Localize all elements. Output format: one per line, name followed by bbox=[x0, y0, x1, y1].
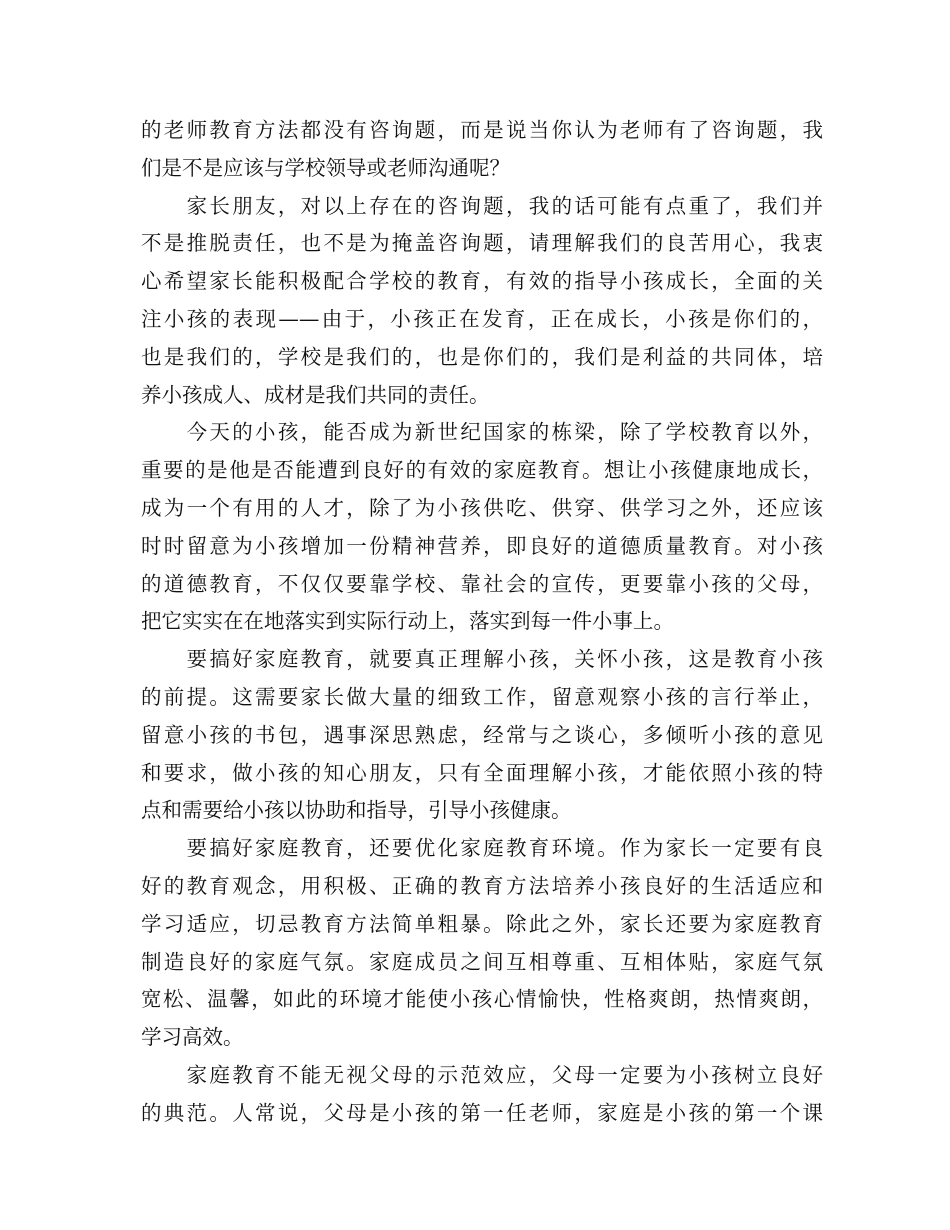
paragraph-3 bbox=[141, 414, 823, 641]
text-line: 宽松、温馨，如此的环境才能使小孩心情愉快，性格爽朗，热情爽朗， bbox=[141, 987, 823, 1012]
paragraph-2 bbox=[141, 188, 823, 415]
text-line: 时时留意为小孩增加一份精神营养，即良好的道德质量教育。对小孩 bbox=[141, 533, 823, 558]
paragraph-4 bbox=[141, 641, 823, 830]
text-line: 点和需要给小孩以协助和指导，引导小孩健康。 bbox=[141, 798, 572, 823]
text-line: 的道德教育，不仅仅要靠学校、靠社会的宣传，更要靠小孩的父母， bbox=[141, 571, 823, 596]
text-line: 不是推脱责任，也不是为掩盖咨询题，请理解我们的良苦用心，我衷 bbox=[141, 231, 823, 256]
text-line: 留意小孩的书包，遇事深思熟虑，经常与之谈心，多倾听小孩的意见 bbox=[141, 722, 823, 747]
text-line: 的老师教育方法都没有咨询题，而是说当你认为老师有了咨询题，我 bbox=[141, 118, 823, 142]
text-line: 养小孩成人、成材是我们共同的责任。 bbox=[141, 382, 490, 407]
paragraph-5 bbox=[141, 830, 823, 1057]
text-line: 和要求，做小孩的知心朋友，只有全面理解小孩，才能依照小孩的特 bbox=[141, 760, 823, 785]
paragraph-1 bbox=[141, 112, 823, 188]
text-line: 们是不是应该与学校领导或老师沟通呢？ bbox=[141, 155, 510, 180]
text-line: 把它实实在在地落实到实际行动上，落实到每一件小事上。 bbox=[141, 609, 674, 634]
text-line: 注小孩的表现——由于，小孩正在发育，正在成长，小孩是你们的， bbox=[141, 306, 823, 331]
text-line: 今天的小孩，能否成为新世纪国家的栋梁，除了学校教育以外， bbox=[141, 420, 823, 445]
text-line: 也是我们的，学校是我们的，也是你们的，我们是利益的共同体，培 bbox=[141, 344, 823, 369]
text-line: 家庭教育不能无视父母的示范效应，父母一定要为小孩树立良好 bbox=[141, 1062, 823, 1087]
text-line: 要搞好家庭教育，还要优化家庭教育环境。作为家长一定要有良 bbox=[141, 836, 823, 861]
document-page bbox=[141, 112, 823, 1133]
text-line: 重要的是他是否能遭到良好的有效的家庭教育。想让小孩健康地成长， bbox=[141, 458, 823, 483]
text-line: 学习适应，切忌教育方法简单粗暴。除此之外，家长还要为家庭教育 bbox=[141, 911, 823, 936]
text-line: 家长朋友，对以上存在的咨询题，我的话可能有点重了，我们并 bbox=[141, 193, 823, 218]
text-line: 的前提。这需要家长做大量的细致工作，留意观察小孩的言行举止， bbox=[141, 684, 823, 709]
text-line: 要搞好家庭教育，就要真正理解小孩，关怀小孩，这是教育小孩 bbox=[141, 647, 823, 672]
text-line: 的典范。人常说，父母是小孩的第一任老师，家庭是小孩的第一个课 bbox=[141, 1100, 823, 1125]
text-line: 心希望家长能积极配合学校的教育，有效的指导小孩成长，全面的关 bbox=[141, 269, 823, 294]
text-line: 学习高效。 bbox=[141, 1025, 244, 1050]
text-line: 制造良好的家庭气氛。家庭成员之间互相尊重、互相体贴，家庭气氛 bbox=[141, 949, 823, 974]
paragraph-6 bbox=[141, 1057, 823, 1133]
text-line: 成为一个有用的人才，除了为小孩供吃、供穿、供学习之外，还应该 bbox=[141, 495, 823, 520]
text-line: 好的教育观念，用积极、正确的教育方法培养小孩良好的生活适应和 bbox=[141, 873, 823, 898]
